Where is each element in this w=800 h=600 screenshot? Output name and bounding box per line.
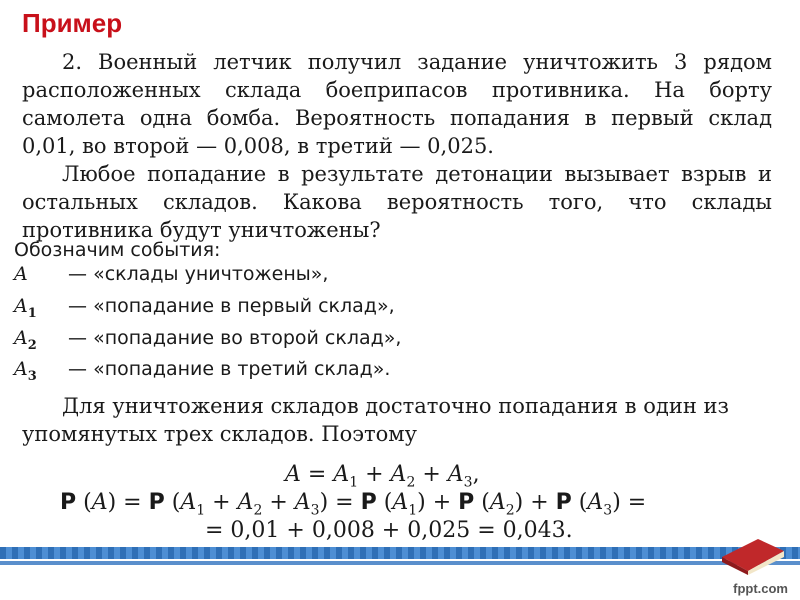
event-symbol: $A_1$ — [14, 294, 37, 321]
problem-text-1: 2. Военный летчик получил задание уничтожить 3 рядом расположенных склада боеприпасов противника. На борту самолета одна бомба. Вероятность попадания в первый склад 0,01, во второй — 0,008, в третий — 0,025. — [22, 50, 772, 158]
event-text: — «попадание в первый склад», — [68, 294, 395, 317]
formula-sum: $A = A_1 + A_2 + A_3$, — [285, 462, 480, 491]
problem-statement — [22, 48, 772, 244]
event-symbol: $A_3$ — [14, 358, 37, 385]
problem-text-2: Любое попадание в результате детонации вызывает взрыв и остальных складов. Какова вероятность того, что склады противника будут уничтожены? — [22, 162, 772, 242]
event-a2 — [14, 326, 401, 358]
event-text: — «попадание во второй склад», — [68, 326, 402, 349]
solution-text: Для уничтожения складов достаточно попадания в один из упомянутых трех складов. Поэтому — [22, 394, 729, 446]
event-a1 — [14, 294, 401, 326]
event-text: — «попадание в третий склад». — [68, 358, 391, 381]
formula-result: = 0,01 + 0,008 + 0,025 = 0,043. — [205, 518, 573, 543]
footer-band-line — [0, 561, 800, 565]
book-icon — [718, 535, 788, 575]
footer-brand: fppt.com — [733, 581, 788, 596]
event-a3 — [14, 357, 401, 389]
footer-band — [0, 547, 800, 559]
events-heading: Обозначим события: — [14, 239, 221, 261]
events-list — [14, 238, 401, 389]
event-a — [14, 262, 401, 294]
event-symbol: $A_2$ — [14, 326, 37, 353]
event-symbol: A — [14, 263, 28, 285]
page-title: Пример — [22, 8, 123, 38]
formula-probability: P (A) = P $(A_1 + A_2 + A_3) = P$ $(A_1) + P$ $(A_2) + P$ $(A_3)$ = — [60, 490, 647, 519]
event-text: — «склады уничтожены», — [68, 263, 329, 285]
